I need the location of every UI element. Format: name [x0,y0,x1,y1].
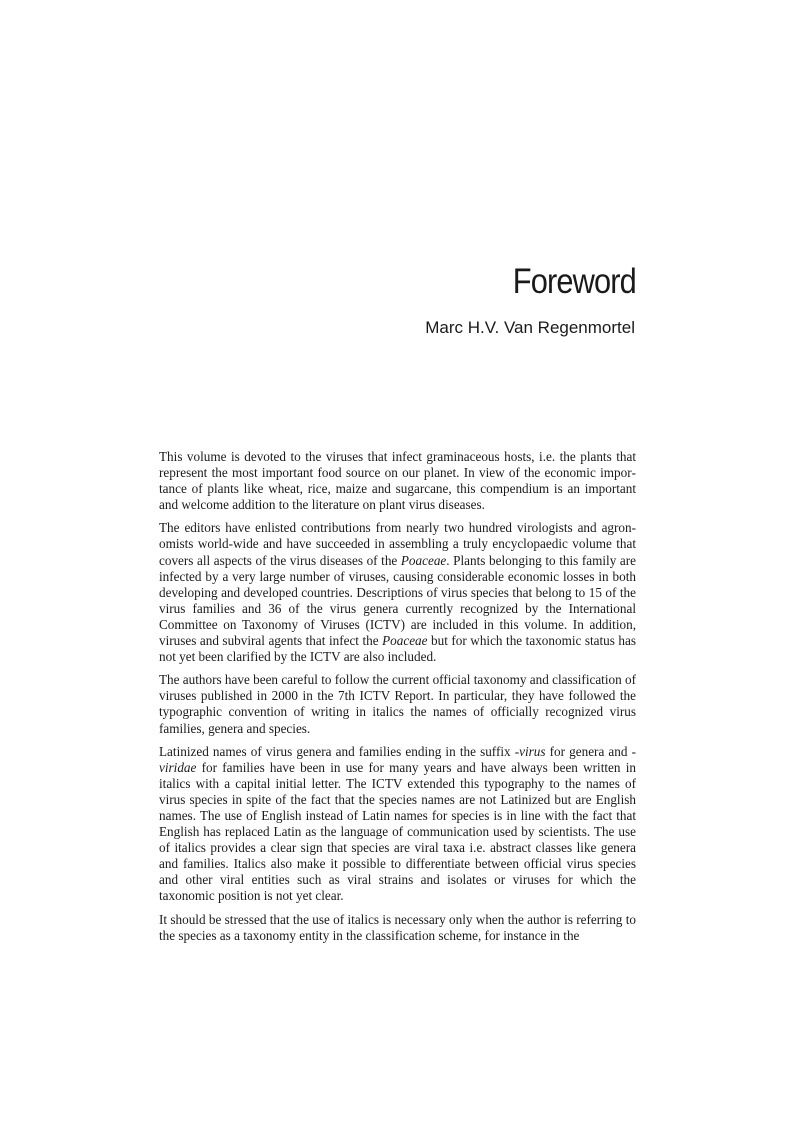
text-run: for genera and [545,743,632,759]
italic-term: Poaceae [400,552,447,568]
text-run: It should be stressed that the use of italics is necessary only when the author is referring to the species as a taxonomy entity in the classification scheme, for instance in the [159,911,636,943]
italic-term: Poaceae [382,633,428,649]
italic-term: -viridae [159,743,636,775]
paragraph [159,912,636,944]
paragraph [159,449,636,513]
text-run: for families have been in use for many years and have always been written in italics with a capital initial letter. The ICTV extended this typography to the names of virus species in spite of the fact that the species names are not Latinized but are English names. The use of English instead of Latin names for species is in line with the fact that English has replaced Latin as the language of communication used by scientists. The use of italics provides a clear sign that species are viral taxa i.e. abstract classes like genera and families. Italics also make it possible to differentiate between official virus species and other viral entities such as viral strains and isolates or viruses for which the taxonomic position is not yet clear. [159,759,636,904]
text-run: The authors have been careful to follow the current official taxonomy and classification of viruses published in 2000 in the 7th ICTV Report. In particular, they have followed the typographic convention of writing in italics the names of officially recognized virus families, genera and species. [159,672,636,736]
paragraph [159,744,636,905]
author-name: Marc H.V. Van Regenmortel [425,318,635,337]
text-run: The editors have enlisted contributions from nearly two hundred virologists and agronomists world-wide and have succeeded in assembling a truly encyclopaedic volume that covers all aspects of the virus diseases of the [159,520,636,568]
italic-term: -virus [514,743,546,759]
text-run: but for which the taxonomic status has not yet been clarified by the ICTV are also included. [159,633,636,665]
paragraph [159,672,636,736]
paragraph [159,520,636,665]
page-title: Foreword [512,262,636,301]
foreword-body [159,449,636,951]
text-run: . Plants belonging to this family are infected by a very large number of viruses, causing considerable economic losses in both developing and developed countries. Descriptions of virus species that belong to 15 of the virus families and 36 of the virus genera currently recognized by the International Committee on Taxonomy of Viruses (ICTV) are included in this volume. In addition, viruses and subviral agents that infect the [159,552,636,649]
text-run: This volume is devoted to the viruses that infect graminaceous hosts, i.e. the plants that represent the most important food source on our planet. In view of the economic importance of plants like wheat, rice, maize and sugarcane, this compendium is an important and welcome addition to the literature on plant virus diseases. [159,449,636,513]
text-run: Latinized names of virus genera and families ending in the suffix [159,743,515,759]
